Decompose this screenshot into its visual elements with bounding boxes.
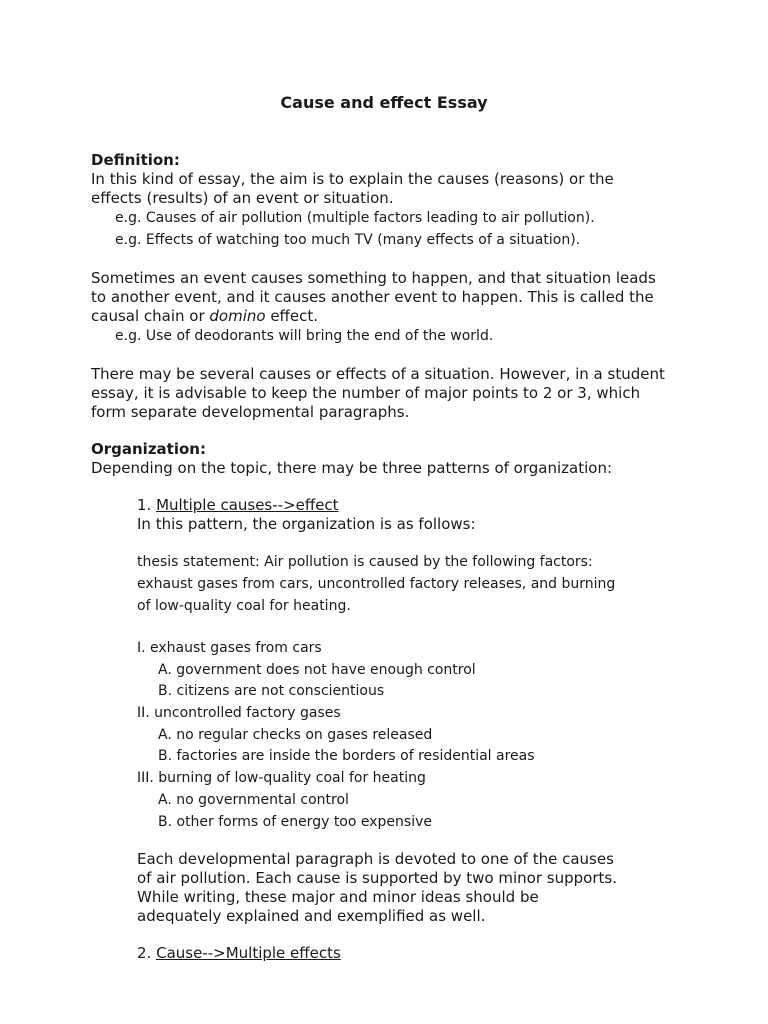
chain-line-1: Sometimes an event causes something to happen, and that situation leads — [91, 269, 656, 287]
definition-section — [91, 151, 614, 208]
outline-item-major: I. exhaust gases from cars — [137, 640, 322, 656]
outline-item-minor: B. citizens are not conscientious — [158, 683, 385, 700]
pattern-2-number: 2. — [137, 944, 157, 962]
causal-chain-paragraph — [91, 269, 656, 326]
thesis-line-2: exhaust gases from cars, uncontrolled factory releases, and burning — [137, 576, 616, 592]
explanation-line-3: While writing, these major and minor ideas should be — [137, 888, 539, 906]
outline-item-minor: A. government does not have enough control — [158, 661, 476, 678]
organization-heading: Organization: — [91, 440, 206, 458]
organization-intro: Depending on the topic, there may be three patterns of organization: — [91, 459, 613, 477]
explanation-line-2: of air pollution. Each cause is supported by two minor supports. — [137, 869, 617, 887]
page-title: Cause and effect Essay — [280, 93, 488, 112]
pattern-1-heading — [137, 496, 476, 515]
pattern-1-number: 1. — [137, 496, 157, 514]
several-line-1: There may be several causes or effects of a situation. However, in a student — [91, 365, 665, 383]
explanation-paragraph — [137, 850, 617, 926]
organization-section — [91, 440, 612, 478]
chain-example: e.g. Use of deodorants will bring the end of the world. — [115, 328, 494, 344]
pattern-1-label: Multiple causes-->effect — [156, 496, 339, 514]
explanation-line-1: Each developmental paragraph is devoted to one of the causes — [137, 850, 614, 868]
thesis-line-1: thesis statement: Air pollution is caused by the following factors: — [137, 554, 593, 570]
outline-item-minor: A. no governmental control — [158, 791, 349, 808]
definition-line-2: effects (results) of an event or situation. — [91, 189, 394, 207]
outline-list — [137, 638, 535, 833]
outline-item-minor: B. factories are inside the borders of residential areas — [158, 748, 535, 765]
outline-item-minor: A. no regular checks on gases released — [158, 726, 433, 743]
several-line-2: essay, it is advisable to keep the number of major points to 2 or 3, which — [91, 384, 641, 402]
pattern-1-intro: In this pattern, the organization is as follows: — [137, 515, 476, 533]
chain-line-3 — [91, 307, 656, 326]
thesis-line-3: of low-quality coal for heating. — [137, 598, 351, 614]
explanation-line-4: adequately explained and exemplified as well. — [137, 907, 486, 925]
chain-line-3-pre: causal chain or — [91, 307, 210, 325]
outline-item-minor: B. other forms of energy too expensive — [158, 813, 432, 830]
outline-item-major: III. burning of low-quality coal for heating — [137, 770, 426, 787]
chain-line-3-post: effect. — [265, 307, 319, 325]
pattern-2-label: Cause-->Multiple effects — [156, 944, 341, 962]
outline-item-major: II. uncontrolled factory gases — [137, 705, 341, 722]
pattern-2-heading — [137, 944, 341, 963]
definition-example-1: e.g. Causes of air pollution (multiple factors leading to air pollution). — [115, 210, 595, 226]
pattern-1-section — [137, 496, 476, 534]
several-line-3: form separate developmental paragraphs. — [91, 403, 410, 421]
several-causes-paragraph — [91, 365, 665, 422]
definition-example-2: e.g. Effects of watching too much TV (many effects of a situation). — [115, 232, 581, 248]
definition-line-1: In this kind of essay, the aim is to explain the causes (reasons) or the — [91, 170, 614, 188]
chain-line-2: to another event, and it causes another event to happen. This is called the — [91, 288, 654, 306]
definition-heading: Definition: — [91, 151, 180, 169]
domino-emphasis: domino — [209, 307, 266, 325]
